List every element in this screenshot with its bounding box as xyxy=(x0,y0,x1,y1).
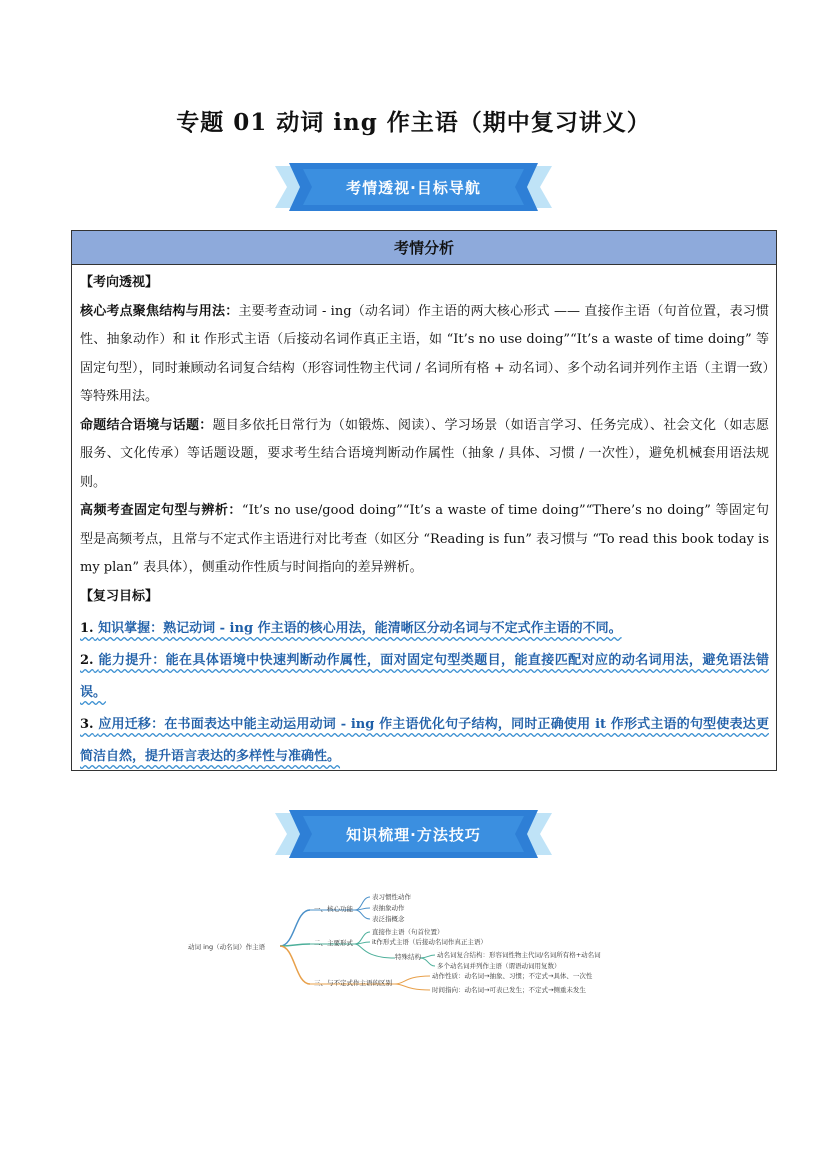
paragraph-text: 主要考查动词 - ing（动名词）作主语的两大核心形式 —— 直接作主语（句首位置，表习惯性、抽象动作）和 it 作形式主语（后接动名词作真正主语，如 “It’s no use doing”“It’s a waste of time doing” 等固定句型），同时兼顾动名词复合结构（形容词性物主代词 / 名词所有格 + 动名词）、多个动名词并列作主语（主谓一致）等特殊用法。 xyxy=(80,303,769,404)
mind-map-leaf: 表泛指概念 xyxy=(372,915,405,923)
section-title-trends: 【考向透视】 xyxy=(80,275,159,290)
mind-map-leaf: 多个动名词并列作主语（谓语动词用复数） xyxy=(437,962,561,970)
mind-map-leaf: 表抽象动作 xyxy=(372,904,405,912)
mind-map-branch: 一、核心功能 xyxy=(314,905,353,913)
banner-label: 知识梳理·方法技巧 xyxy=(346,825,481,844)
paragraph-label: 命题结合语境与话题： xyxy=(80,417,213,433)
mind-map-branch: 三、与不定式作主语的区别 xyxy=(314,979,392,987)
goal-item: 3. 应用迁移：在书面表达中能主动运用动词 - ing 作主语优化句子结构，同时正确使用 it 作形式主语的句型使表达更简洁自然，提升语言表达的多样性与准确性。 xyxy=(80,717,769,764)
table-body xyxy=(72,265,776,773)
mind-map-leaf: 直接作主语（句首位置） xyxy=(372,928,444,936)
analysis-table xyxy=(71,230,777,771)
goal-item: 2. 能力提升：能在具体语境中快速判断动作属性，面对固定句型类题目，能直接匹配对应的动名词用法，避免语法错误。 xyxy=(80,653,769,700)
mind-map-leaf: 时间指向：动名词→可表已发生；不定式→侧重未发生 xyxy=(432,986,586,994)
section-banner-overview xyxy=(275,163,552,211)
page-title: 专题 01 动词 ing 作主语（期中复习讲义） xyxy=(176,109,651,136)
paragraph-label: 核心考点聚焦结构与用法： xyxy=(80,303,239,319)
mind-map xyxy=(180,886,660,996)
section-title-goals: 【复习目标】 xyxy=(80,588,159,604)
paragraph-context xyxy=(80,412,769,498)
paragraph-text: 题目多依托日常行为（如锻炼、阅读）、学习场景（如语言学习、任务完成）、社会文化（如志愿服务、文化传承）等话题设题，要求考生结合语境判断动作属性（抽象 / 具体、习惯 / 一次性），避免机械套用语法规则。 xyxy=(80,417,769,490)
paragraph-core-points xyxy=(80,298,769,412)
mind-map-leaf: 表习惯性动作 xyxy=(372,893,411,901)
mind-map-branch: 二、主要形式 xyxy=(314,939,353,947)
mind-map-leaf: 动名词复合结构：形容词性物主代词/名词所有格+动名词 xyxy=(437,951,601,959)
mind-map-subbranch: 特殊结构 xyxy=(395,953,421,961)
banner-label: 考情透视·目标导航 xyxy=(346,178,481,197)
goal-item: 1. 知识掌握：熟记动词 - ing 作主语的核心用法，能清晰区分动名词与不定式作主语的不同。 xyxy=(80,621,622,636)
mind-map-root: 动词 ing（动名词）作主语 xyxy=(188,943,266,951)
paragraph-fixed-patterns xyxy=(80,497,769,583)
mind-map-leaf: 动作性质：动名词→抽象、习惯；不定式→具体、一次性 xyxy=(432,972,593,980)
table-header: 考情分析 xyxy=(72,231,776,265)
mind-map-leaf: it作形式主语（后接动名词作真正主语） xyxy=(372,938,487,946)
paragraph-text: “It’s no use/good doing”“It’s a waste of time doing”“There’s no doing” 等固定句型是高频考点，且常与不定式作主语进行对比考查（如区分 “Reading is fun” 表习惯与 “To read this book today is my plan” 表具体），侧重动作性质与时间指向的差异辨析。 xyxy=(80,503,769,575)
paragraph-label: 高频考查固定句型与辨析： xyxy=(80,503,242,518)
section-banner-knowledge xyxy=(275,810,552,858)
